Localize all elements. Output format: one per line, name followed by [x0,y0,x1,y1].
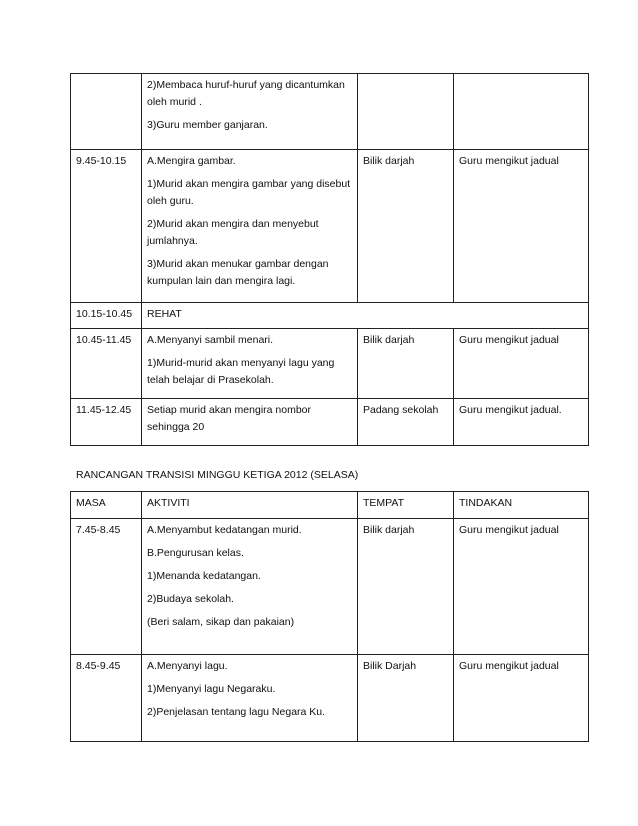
aktiviti-line: 2)Penjelasan tentang lagu Negara Ku. [147,706,326,718]
header-tindakan: TINDAKAN [454,492,589,519]
aktiviti-line: telah belajar di Prasekolah. [147,374,274,386]
aktiviti-cell [142,519,358,655]
aktiviti-line: Setiap murid akan mengira nombor [147,404,312,416]
aktiviti-line: 3)Guru member ganjaran. [147,119,268,131]
aktiviti-line: 3)Murid akan menukar gambar dengan [147,258,329,270]
rehat-cell: REHAT [142,303,589,329]
header-row [71,492,589,519]
tempat-cell: Padang sekolah [358,399,454,446]
aktiviti-line: 2)Budaya sekolah. [147,593,234,605]
tindakan-cell: Guru mengikut jadual [454,655,589,742]
schedule-table-continued [70,73,589,446]
tempat-cell: Bilik darjah [358,150,454,303]
aktiviti-line: oleh guru. [147,195,194,207]
schedule-table [70,491,589,742]
aktiviti-cell [142,329,358,399]
table-row [71,74,589,150]
aktiviti-line: 1)Menanda kedatangan. [147,570,261,582]
aktiviti-line: A.Menyanyi sambil menari. [147,334,274,346]
tempat-cell: Bilik Darjah [358,655,454,742]
masa-cell: 10.15-10.45 [71,303,142,329]
tempat-cell [358,74,454,150]
table-row [71,150,589,303]
tindakan-cell: Guru mengikut jadual [454,150,589,303]
section-title: RANCANGAN TRANSISI MINGGU KETIGA 2012 (SELASA) [76,469,359,481]
aktiviti-line: B.Pengurusan kelas. [147,547,244,559]
aktiviti-line: A.Menyanyi lagu. [147,660,228,672]
aktiviti-line: 2)Murid akan mengira dan menyebut [147,218,319,230]
aktiviti-cell [142,74,358,150]
tempat-cell: Bilik darjah [358,519,454,655]
aktiviti-line: oleh murid . [147,96,202,108]
header-aktiviti: AKTIVITI [142,492,358,519]
table-row [71,519,589,655]
masa-cell: 9.45-10.15 [71,150,142,303]
table-row [71,655,589,742]
aktiviti-line: A.Menyambut kedatangan murid. [147,524,302,536]
aktiviti-line: 1)Menyanyi lagu Negaraku. [147,683,276,695]
tindakan-cell: Guru mengikut jadual [454,519,589,655]
aktiviti-line: sehingga 20 [147,421,205,433]
masa-cell: 8.45-9.45 [71,655,142,742]
tindakan-cell: Guru mengikut jadual. [454,399,589,446]
header-masa: MASA [71,492,142,519]
aktiviti-line: 1)Murid-murid akan menyanyi lagu yang [147,357,335,369]
aktiviti-cell [142,655,358,742]
aktiviti-cell [142,399,358,446]
aktiviti-line: 2)Membaca huruf-huruf yang dicantumkan [147,79,345,91]
masa-cell [71,74,142,150]
aktiviti-line: 1)Murid akan mengira gambar yang disebut [147,178,351,190]
table-row [71,303,589,329]
masa-cell: 10.45-11.45 [71,329,142,399]
masa-cell: 7.45-8.45 [71,519,142,655]
table-row [71,399,589,446]
masa-cell: 11.45-12.45 [71,399,142,446]
aktiviti-cell [142,150,358,303]
aktiviti-line: jumlahnya. [147,235,198,247]
tindakan-cell [454,74,589,150]
table-row [71,329,589,399]
aktiviti-line: (Beri salam, sikap dan pakaian) [147,616,295,628]
header-tempat: TEMPAT [358,492,454,519]
aktiviti-line: kumpulan lain dan mengira lagi. [147,275,296,287]
tempat-cell: Bilik darjah [358,329,454,399]
aktiviti-line: A.Mengira gambar. [147,155,236,167]
tindakan-cell: Guru mengikut jadual [454,329,589,399]
